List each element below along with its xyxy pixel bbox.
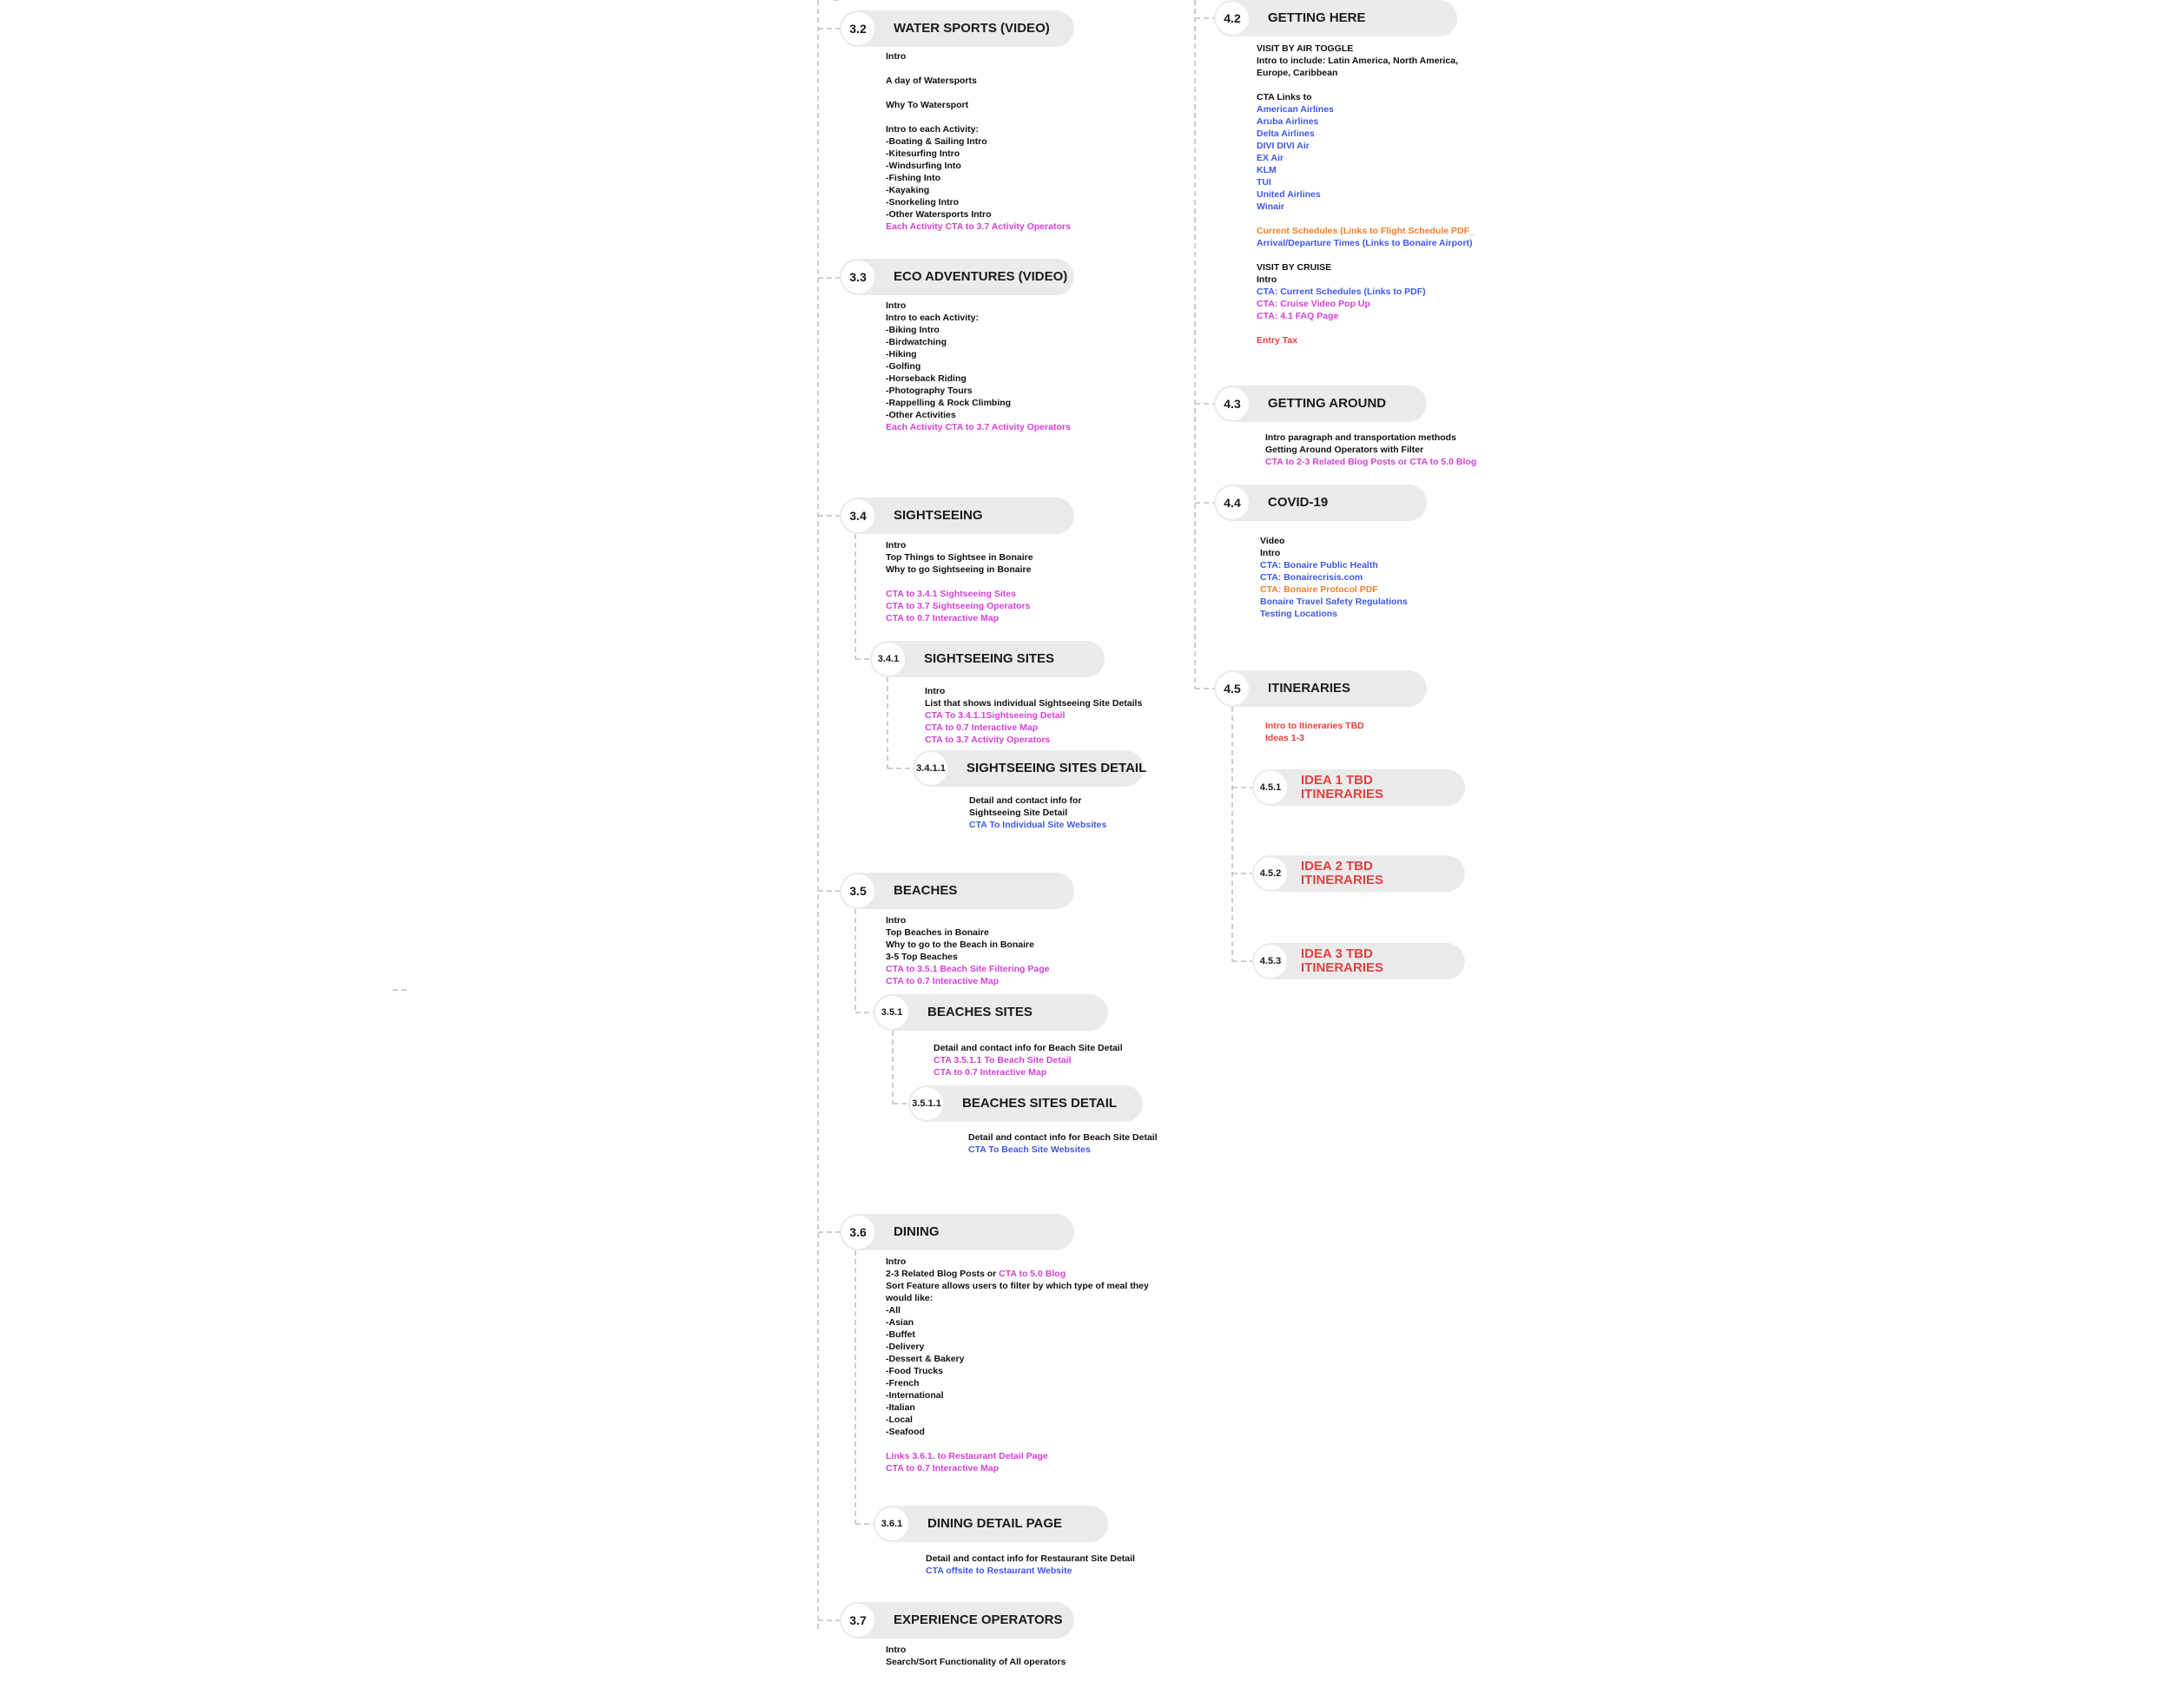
content-line: A day of Watersports bbox=[886, 76, 977, 86]
cta-link[interactable]: CTA to 3.4.1 Sightseeing Sites bbox=[886, 589, 1016, 599]
text-span: 2-3 Related Blog Posts or bbox=[886, 1269, 1000, 1279]
cta-link[interactable]: United Airlines bbox=[1257, 189, 1321, 200]
cta-link[interactable]: TUI bbox=[1257, 177, 1271, 188]
node-number: 3.2 bbox=[841, 12, 874, 45]
content-line: CTA Links to bbox=[1257, 92, 1312, 102]
content-3-5 bbox=[886, 914, 1049, 987]
node-4-4 bbox=[1214, 485, 1427, 521]
content-line: -Dessert & Bakery bbox=[886, 1354, 965, 1364]
content-line: Why to go to the Beach in Bonaire bbox=[886, 940, 1034, 950]
node-title: DINING bbox=[894, 1224, 940, 1239]
node-4-5-1 bbox=[1252, 769, 1465, 806]
node-number: 3.5.1.1 bbox=[910, 1087, 943, 1120]
content-line: Intro to each Activity: bbox=[886, 313, 979, 323]
content-line bbox=[886, 87, 1071, 99]
content-line: Intro paragraph and transportation methods bbox=[1265, 432, 1456, 443]
content-4-2 bbox=[1257, 43, 1475, 346]
cta-link[interactable]: CTA To Individual Site Websites bbox=[969, 820, 1107, 830]
content-line: Detail and contact info for bbox=[969, 795, 1082, 806]
node-number: 3.5.1 bbox=[875, 996, 908, 1029]
content-line: Sort Feature allows users to filter by which type of meal they bbox=[886, 1281, 1149, 1291]
content-line: Europe, Caribbean bbox=[1257, 68, 1338, 78]
content-line bbox=[1257, 249, 1475, 261]
cta-link[interactable]: CTA 3.5.1.1 To Beach Site Detail bbox=[934, 1055, 1072, 1065]
node-number: 4.5 bbox=[1216, 672, 1249, 705]
cta-link[interactable]: CTA to 3.5.1 Beach Site Filtering Page bbox=[886, 964, 1050, 974]
cta-link[interactable]: CTA to 0.7 Interactive Map bbox=[886, 1463, 1000, 1474]
node-title: COVID-19 bbox=[1268, 495, 1329, 510]
cta-link[interactable]: Winair bbox=[1257, 201, 1284, 212]
content-line: Intro to Itineraries TBD bbox=[1265, 721, 1364, 731]
cta-link[interactable]: CTA to 0.7 Interactive Map bbox=[886, 613, 1000, 623]
cta-link[interactable]: CTA to 0.7 Interactive Map bbox=[886, 976, 1000, 986]
node-number: 3.4 bbox=[841, 499, 874, 532]
content-line: Video bbox=[1260, 536, 1285, 546]
content-3-5-1 bbox=[934, 1042, 1123, 1078]
node-3-3 bbox=[840, 259, 1074, 295]
node-3-4-1 bbox=[870, 641, 1105, 677]
content-line: Intro bbox=[886, 540, 907, 551]
content-line: -Windsurfing Into bbox=[886, 161, 961, 171]
content-line: Search/Sort Functionality of All operators bbox=[886, 1657, 1066, 1667]
node-number: 4.2 bbox=[1216, 2, 1249, 35]
content-line: -International bbox=[886, 1390, 944, 1401]
content-line: -Food Trucks bbox=[886, 1366, 943, 1376]
node-number: 3.7 bbox=[841, 1604, 874, 1637]
content-line: VISIT BY CRUISE bbox=[1257, 262, 1332, 273]
node-title: IDEA 1 TBD ITINERARIES bbox=[1301, 773, 1384, 801]
content-line bbox=[1257, 213, 1475, 225]
node-4-5 bbox=[1214, 670, 1427, 707]
cta-link[interactable]: CTA to 3.7 Sightseeing Operators bbox=[886, 601, 1031, 611]
content-line bbox=[886, 111, 1071, 123]
content-line: -Delivery bbox=[886, 1342, 925, 1352]
node-title: SIGHTSEEING SITES bbox=[924, 651, 1055, 666]
content-line: Intro bbox=[925, 686, 946, 696]
node-title: ECO ADVENTURES (VIDEO) bbox=[894, 269, 1068, 284]
cta-link[interactable]: Each Activity CTA to 3.7 Activity Operators bbox=[886, 221, 1071, 232]
content-line: -Photography Tours bbox=[886, 386, 973, 396]
content-3-4-1 bbox=[925, 685, 1142, 746]
node-number: 3.4.1 bbox=[872, 643, 905, 676]
cta-link[interactable]: CTA: Current Schedules (Links to PDF) bbox=[1257, 287, 1426, 297]
cta-link[interactable]: KLM bbox=[1257, 165, 1277, 175]
content-line: -Kayaking bbox=[886, 185, 930, 195]
content-line: -Biking Intro bbox=[886, 325, 940, 335]
cta-link[interactable]: Testing Locations bbox=[1260, 609, 1338, 619]
content-line: -French bbox=[886, 1378, 920, 1388]
node-3-5-1-1 bbox=[908, 1085, 1143, 1122]
content-line bbox=[886, 1268, 1149, 1280]
node-title: GETTING HERE bbox=[1268, 10, 1366, 25]
content-line: -Other Watersports Intro bbox=[886, 209, 992, 220]
content-line: -All bbox=[886, 1305, 901, 1316]
cta-link[interactable]: CTA offsite to Restaurant Website bbox=[926, 1566, 1072, 1576]
content-line: Intro bbox=[886, 51, 907, 62]
node-number: 3.6 bbox=[841, 1216, 874, 1249]
content-line: -Rappelling & Rock Climbing bbox=[886, 398, 1012, 408]
node-title: BEACHES SITES DETAIL bbox=[962, 1096, 1118, 1111]
content-line: Top Beaches in Bonaire bbox=[886, 927, 989, 938]
cta-link[interactable]: CTA: Bonaire Protocol PDF bbox=[1260, 584, 1378, 595]
content-line: -Snorkeling Intro bbox=[886, 197, 959, 208]
cta-link[interactable]: Links 3.6.1. to Restaurant Detail Page bbox=[886, 1451, 1048, 1461]
node-title: SIGHTSEEING SITES DETAIL bbox=[967, 761, 1147, 775]
node-number: 4.5.1 bbox=[1254, 771, 1287, 804]
node-title: BEACHES bbox=[894, 883, 958, 898]
cta-link[interactable]: Delta Airlines bbox=[1257, 129, 1315, 139]
node-3-4 bbox=[840, 498, 1074, 534]
node-4-5-2 bbox=[1252, 855, 1465, 892]
cta-link[interactable]: Aruba Airlines bbox=[1257, 116, 1319, 127]
node-number: 4.4 bbox=[1216, 486, 1249, 519]
cta-link[interactable]: EX Air bbox=[1257, 153, 1284, 163]
content-4-3 bbox=[1265, 432, 1476, 468]
node-3-5-1 bbox=[874, 994, 1108, 1031]
cta-link[interactable]: CTA: Cruise Video Pop Up bbox=[1257, 299, 1370, 309]
content-line: -Italian bbox=[886, 1402, 915, 1413]
content-line bbox=[1257, 79, 1475, 91]
cta-link[interactable]: Each Activity CTA to 3.7 Activity Operators bbox=[886, 422, 1071, 432]
content-line: Sightseeing Site Detail bbox=[969, 808, 1068, 818]
node-number: 3.5 bbox=[841, 874, 874, 907]
content-line: Intro bbox=[1257, 274, 1277, 285]
content-line: -Golfing bbox=[886, 361, 921, 372]
cta-link[interactable]: CTA to 0.7 Interactive Map bbox=[925, 722, 1039, 733]
node-number: 3.6.1 bbox=[875, 1507, 908, 1540]
content-line: Intro bbox=[886, 915, 907, 926]
content-line: Top Things to Sightsee in Bonaire bbox=[886, 552, 1033, 563]
content-line: -Kitesurfing Intro bbox=[886, 148, 960, 159]
cta-link[interactable]: CTA to 0.7 Interactive Map bbox=[934, 1067, 1047, 1078]
node-number: 4.5.3 bbox=[1254, 945, 1287, 978]
content-3-4-1-1 bbox=[969, 795, 1106, 831]
cta-link[interactable]: CTA To 3.4.1.1Sightseeing Detail bbox=[925, 710, 1066, 721]
content-line bbox=[886, 1438, 1149, 1450]
content-line: -Local bbox=[886, 1415, 913, 1425]
content-line: Intro bbox=[1260, 548, 1281, 558]
cta-link[interactable]: CTA to 3.7 Activity Operators bbox=[925, 735, 1051, 745]
cta-link[interactable]: CTA to 5.0 Blog bbox=[999, 1269, 1066, 1279]
cta-link[interactable]: Bonaire Travel Safety Regulations bbox=[1260, 597, 1408, 607]
node-title: EXPERIENCE OPERATORS bbox=[894, 1612, 1063, 1627]
content-3-5-1-1 bbox=[968, 1131, 1158, 1156]
node-number: 3.4.1.1 bbox=[914, 752, 947, 785]
node-title: BEACHES SITES bbox=[927, 1005, 1033, 1019]
content-line: -Boating & Sailing Intro bbox=[886, 136, 987, 147]
content-line: Why to go Sightseeing in Bonaire bbox=[886, 564, 1032, 575]
content-line: -Hiking bbox=[886, 349, 917, 359]
node-4-2 bbox=[1214, 0, 1457, 36]
content-line: -Birdwatching bbox=[886, 337, 947, 347]
content-line: Intro bbox=[886, 300, 907, 311]
cta-link[interactable]: CTA to 2-3 Related Blog Posts or CTA to 5.0 Blog bbox=[1265, 457, 1477, 467]
content-line: List that shows individual Sightseeing Site Details bbox=[925, 698, 1143, 709]
content-line: Entry Tax bbox=[1257, 335, 1298, 346]
content-line: Detail and contact info for Beach Site Detail bbox=[934, 1043, 1123, 1053]
node-title: IDEA 3 TBD ITINERARIES bbox=[1301, 946, 1384, 975]
node-title: ITINERARIES bbox=[1268, 681, 1351, 696]
content-line: -Seafood bbox=[886, 1427, 925, 1437]
content-line: Ideas 1-3 bbox=[1265, 733, 1304, 743]
node-title: DINING DETAIL PAGE bbox=[927, 1516, 1063, 1531]
node-4-3 bbox=[1214, 386, 1427, 422]
cta-link[interactable]: CTA To Beach Site Websites bbox=[968, 1144, 1091, 1155]
content-line: Detail and contact info for Beach Site Detail bbox=[968, 1132, 1158, 1143]
cta-link[interactable]: CTA: 4.1 FAQ Page bbox=[1257, 311, 1339, 321]
content-3-4 bbox=[886, 539, 1033, 624]
cta-link[interactable]: American Airlines bbox=[1257, 104, 1334, 115]
node-3-6 bbox=[840, 1214, 1074, 1250]
content-line: Detail and contact info for Restaurant Site Detail bbox=[926, 1553, 1135, 1564]
node-3-2 bbox=[840, 10, 1074, 47]
content-line: would like: bbox=[886, 1293, 934, 1303]
node-3-4-1-1 bbox=[913, 750, 1147, 787]
node-number: 4.5.2 bbox=[1254, 857, 1287, 890]
cta-link[interactable]: CTA: Bonairecrisis.com bbox=[1260, 572, 1363, 583]
content-line: -Horseback Riding bbox=[886, 373, 967, 384]
content-line: -Buffet bbox=[886, 1329, 915, 1340]
content-3-6 bbox=[886, 1256, 1149, 1474]
node-3-7 bbox=[840, 1602, 1074, 1639]
content-line: -Asian bbox=[886, 1317, 914, 1328]
content-line: Intro bbox=[886, 1645, 907, 1655]
content-line: Getting Around Operators with Filter bbox=[1265, 445, 1424, 455]
cta-link[interactable]: Arrival/Departure Times (Links to Bonaire Airport) bbox=[1257, 238, 1473, 248]
node-3-6-1 bbox=[874, 1506, 1108, 1542]
content-3-2 bbox=[886, 50, 1071, 233]
node-number: 4.3 bbox=[1216, 387, 1249, 420]
cta-link[interactable]: CTA: Bonaire Public Health bbox=[1260, 560, 1378, 570]
content-line: -Fishing Into bbox=[886, 173, 940, 183]
cta-link[interactable]: Current Schedules (Links to Flight Schedule PDF_ bbox=[1257, 226, 1475, 236]
node-number: 3.3 bbox=[841, 260, 874, 293]
content-line: Intro to include: Latin America, North America, bbox=[1257, 56, 1459, 66]
node-title: WATER SPORTS (VIDEO) bbox=[894, 21, 1050, 36]
content-4-5 bbox=[1265, 720, 1364, 744]
content-line: Why To Watersport bbox=[886, 100, 969, 110]
content-line: VISIT BY AIR TOGGLE bbox=[1257, 43, 1354, 54]
content-line: -Other Activities bbox=[886, 410, 956, 420]
content-3-6-1 bbox=[926, 1553, 1135, 1577]
content-3-7 bbox=[886, 1644, 1066, 1668]
cta-link[interactable]: DIVI DIVI Air bbox=[1257, 141, 1310, 151]
content-3-3 bbox=[886, 300, 1071, 433]
node-3-5 bbox=[840, 873, 1074, 909]
content-line: Intro bbox=[886, 1256, 907, 1267]
node-4-5-3 bbox=[1252, 943, 1465, 979]
node-title: IDEA 2 TBD ITINERARIES bbox=[1301, 859, 1384, 887]
content-line: 3-5 Top Beaches bbox=[886, 952, 958, 962]
content-line bbox=[886, 63, 1071, 75]
content-4-4 bbox=[1260, 535, 1408, 620]
content-line: Intro to each Activity: bbox=[886, 124, 979, 135]
node-title: SIGHTSEEING bbox=[894, 508, 983, 523]
content-line bbox=[1257, 322, 1475, 334]
node-title: GETTING AROUND bbox=[1268, 396, 1387, 411]
content-line bbox=[886, 576, 1033, 588]
